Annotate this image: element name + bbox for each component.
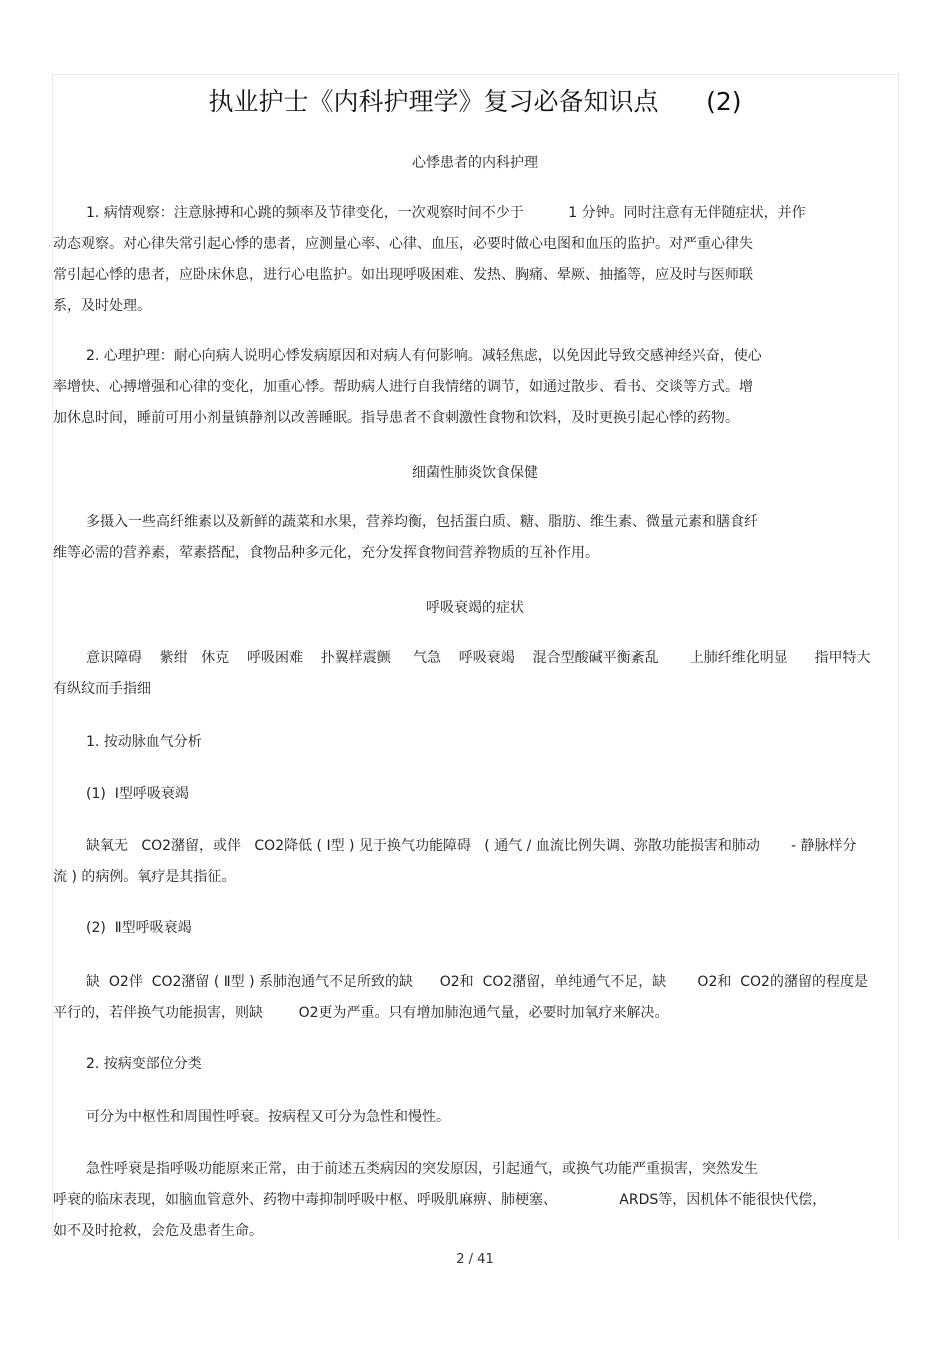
paragraph [53,198,893,322]
text-line: 流 ) 的病例。氧疗是其指征。 [53,869,236,885]
text-line: 可分为中枢性和周围性呼衰。按病程又可分为急性和慢性。 [86,1109,450,1125]
paragraph [53,507,893,569]
text-line: 缺 O2伴 CO2潴留 ( Ⅱ型 ) 系肺泡通气不足所致的缺 O2和 CO2潴留，单纯通气不足，缺 O2和 CO2的潴留的程度是 [86,974,868,990]
paragraph [53,1154,893,1247]
text-line: (1) Ⅰ型呼吸衰竭 [86,786,189,802]
paragraph [53,967,893,1029]
text-line: 缺氧无 CO2潴留，或伴 CO2降低 ( Ⅰ型 ) 见于换气功能障碍 ( 通气 / 血流比例失调、弥散功能损害和肺动 - 静脉样分 [86,838,857,854]
text-line: 如不及时抢救，会危及患者生命。 [53,1223,263,1239]
page-number: 2 / 41 [456,1252,494,1267]
text-line: 多摄入一些高纤维素以及新鲜的蔬菜和水果，营养均衡，包括蛋白质、糖、脂肪、维生素、微量元素和膳食纤 [86,514,758,530]
text-line: 加休息时间，睡前可用小剂量镇静剂以改善睡眠。指导患者不食刺激性食物和饮料，及时更换引起心悸的药物。 [53,410,739,426]
section-heading: 呼吸衰竭的症状 [426,600,524,616]
document-title: 执业护士《内科护理学》复习必备知识点 (2) [208,87,742,116]
text-line: 2. 按病变部位分类 [86,1056,202,1072]
text-line: 急性呼衰是指呼吸功能原来正常，由于前述五类病因的突发原因，引起通气，或换气功能严重损害，突然发生 [86,1161,758,1177]
text-line: 呼衰的临床表现，如脑血管意外、药物中毒抑制呼吸中枢、呼吸肌麻痹、肺梗塞、 ARDS等，因机体不能很快代偿， [53,1192,827,1208]
text-line: 维等必需的营养素，荤素搭配，食物品种多元化，充分发挥食物间营养物质的互补作用。 [53,545,599,561]
text-line: 率增快、心搏增强和心律的变化，加重心悸。帮助病人进行自我情绪的调节，如通过散步、看书、交谈等方式。增 [53,379,753,395]
paragraph [53,341,893,434]
paragraph [53,727,893,758]
paragraph [53,1102,893,1133]
text-line: 1. 病情观察：注意脉搏和心跳的频率及节律变化，一次观察时间不少于 1 分钟。同时注意有无伴随症状，并作 [86,205,806,221]
text-line: 意识障碍 紫绀 休克 呼吸困难 扑翼样震颤 气急 呼吸衰竭 混合型酸碱平衡紊乱 上肺纤维化明显 指甲特大 [86,650,871,666]
text-line: (2) Ⅱ型呼吸衰竭 [86,920,192,936]
text-line: 系，及时处理。 [53,298,151,314]
text-line: 2. 心理护理：耐心向病人说明心悸发病原因和对病人有何影响。减轻焦虑，以免因此导致交感神经兴奋，使心 [86,348,762,364]
paragraph [53,913,893,944]
paragraph [53,643,893,705]
text-line: 1. 按动脉血气分析 [86,734,202,750]
section-heading: 心悸患者的内科护理 [412,155,538,171]
paragraph [53,1049,893,1080]
paragraph [53,831,893,893]
text-line: 常引起心悸的患者，应卧床休息，进行心电监护。如出现呼吸困难、发热、胸痛、晕厥、抽搐等，应及时与医师联 [53,267,753,283]
text-line: 有纵纹而手指细 [53,681,151,697]
paragraph [53,779,893,810]
text-line: 平行的，若伴换气功能损害，则缺 O2更为严重。只有增加肺泡通气量，必要时加氧疗来解决。 [53,1005,669,1021]
text-line: 动态观察。对心律失常引起心悸的患者，应测量心率、心律、血压，必要时做心电图和血压的监护。对严重心律失 [53,236,753,252]
section-heading: 细菌性肺炎饮食保健 [412,465,538,481]
